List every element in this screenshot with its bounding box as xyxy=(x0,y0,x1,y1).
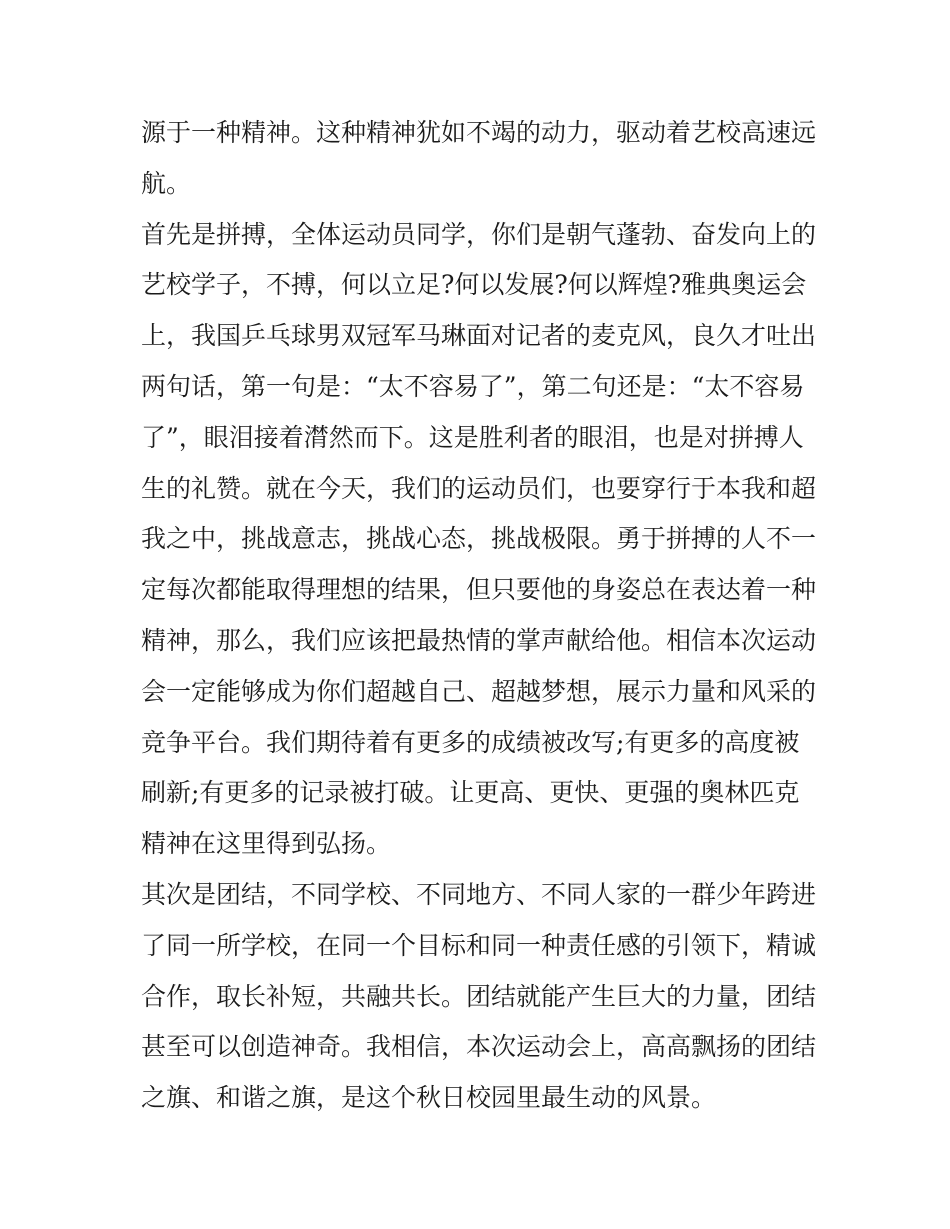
text-line: 我之中，挑战意志，挑战心态，挑战极限。勇于拼搏的人不一 xyxy=(141,524,817,554)
text-line: 精神在这里得到弘扬。 xyxy=(141,829,392,859)
text-line: 会一定能够成为你们超越自己、超越梦想，展示力量和风采的 xyxy=(141,676,817,706)
text-line: 两句话，第一句是：“太不容易了”，第二句还是：“太不容易 xyxy=(141,371,805,401)
text-line: 其次是团结，不同学校、不同地方、不同人家的一群少年跨进 xyxy=(141,879,817,909)
text-line: 首先是拼搏，全体运动员同学，你们是朝气蓬勃、奋发向上的 xyxy=(141,219,817,249)
text-line: 竞争平台。我们期待着有更多的成绩被改写;有更多的高度被 xyxy=(141,727,800,757)
text-line: 合作，取长补短，共融共长。团结就能产生巨大的力量，团结 xyxy=(141,981,817,1011)
text-line: 上，我国乒乓球男双冠军马琳面对记者的麦克风，良久才吐出 xyxy=(141,321,817,351)
text-line: 了”，眼泪接着潸然而下。这是胜利者的眼泪，也是对拼搏人 xyxy=(141,422,804,452)
text-line: 之旗、和谐之旗，是这个秋日校园里最生动的风景。 xyxy=(141,1083,717,1113)
text-line: 定每次都能取得理想的结果，但只要他的身姿总在表达着一种 xyxy=(141,575,817,605)
text-line: 生的礼赞。就在今天，我们的运动员们，也要穿行于本我和超 xyxy=(141,473,817,503)
text-line: 刷新;有更多的记录被打破。让更高、更快、更强的奥林匹克 xyxy=(141,778,800,808)
text-line: 艺校学子，不搏，何以立足?何以发展?何以辉煌?雅典奥运会 xyxy=(141,270,807,300)
text-line: 了同一所学校，在同一个目标和同一种责任感的引领下，精诚 xyxy=(141,930,817,960)
body-text xyxy=(141,108,821,1124)
text-line: 精神，那么，我们应该把最热情的掌声献给他。相信本次运动 xyxy=(141,625,817,655)
text-line: 航。 xyxy=(141,168,192,198)
text-line: 源于一种精神。这种精神犹如不竭的动力，驱动着艺校高速远 xyxy=(141,118,817,147)
text-line: 甚至可以创造神奇。我相信，本次运动会上，高高飘扬的团结 xyxy=(141,1032,817,1062)
